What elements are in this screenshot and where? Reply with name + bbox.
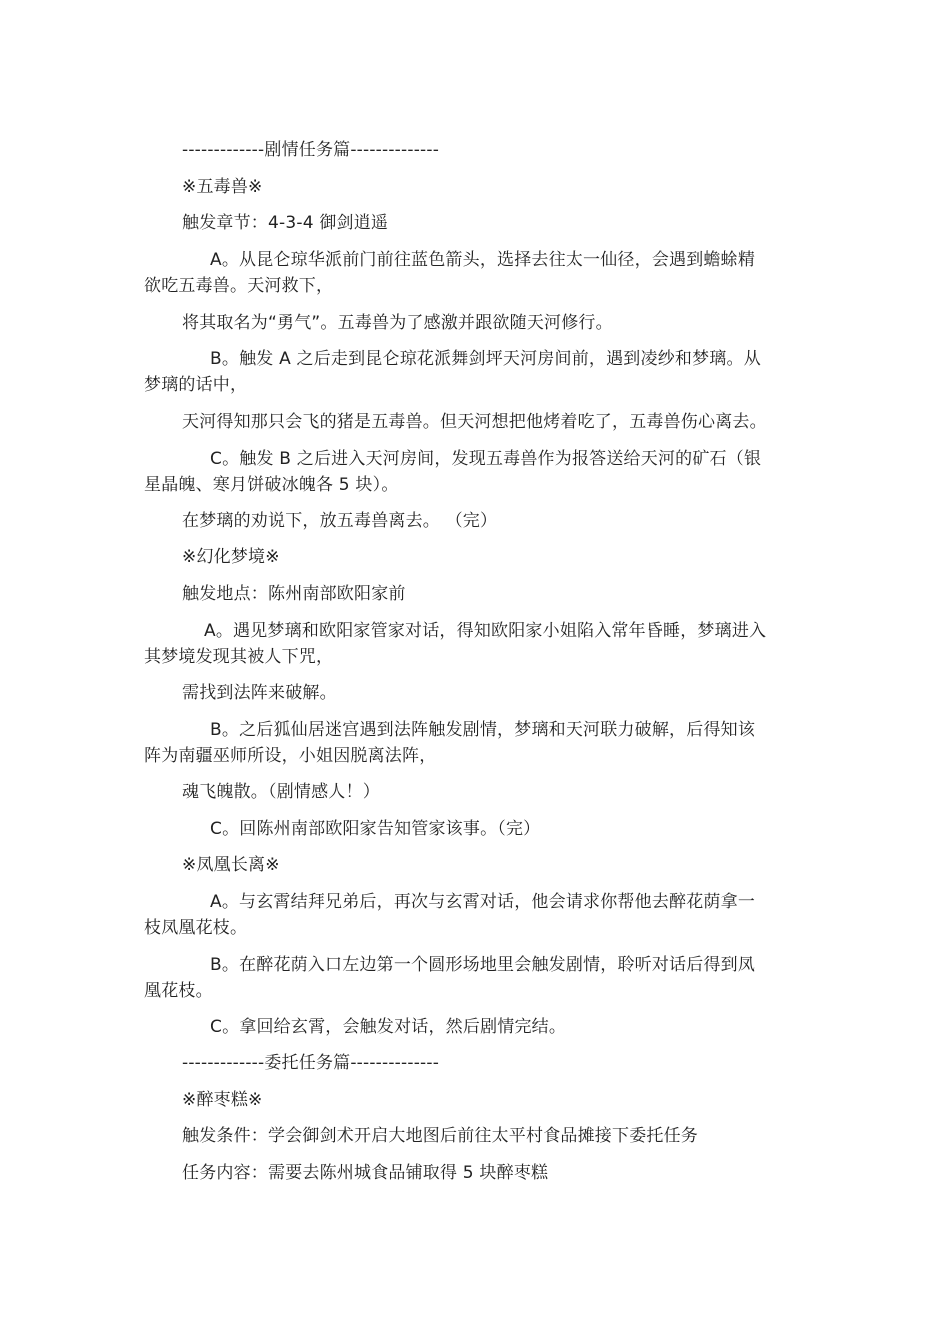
paragraph-line: 在梦璃的劝说下，放五毒兽离去。 （完） <box>182 511 498 531</box>
quest-title-zuizaogao: ※醉枣糕※ <box>182 1090 263 1110</box>
step-a-continuation: 欲吃五毒兽。天河救下， <box>144 276 334 296</box>
trigger-chapter-line: 触发章节：4-3-4 御剑逍遥 <box>182 213 389 233</box>
section-header-plot-quests: -------------剧情任务篇-------------- <box>182 140 440 160</box>
step-c-line: C。回陈州南部欧阳家告知管家该事。（完） <box>210 819 541 839</box>
step-b-continuation: 阵为南疆巫师所设，小姐因脱离法阵， <box>144 746 437 766</box>
paragraph-line: 需找到法阵来破解。 <box>182 683 337 703</box>
step-a-line: A。从昆仑琼华派前门前往蓝色箭头，选择去往太一仙径，会遇到蟾蜍精 <box>210 250 756 270</box>
step-c-continuation: 星晶魄、寒月饼破冰魄各 5 块）。 <box>144 475 399 495</box>
step-b-line: B。在醉花荫入口左边第一个圆形场地里会触发剧情，聆听对话后得到凤 <box>210 955 756 975</box>
step-a-continuation: 其梦境发现其被人下咒， <box>144 647 334 667</box>
step-b-continuation: 梦璃的话中， <box>144 375 248 395</box>
step-b-line: B。触发 A 之后走到昆仑琼花派舞剑坪天河房间前，遇到凌纱和梦璃。从 <box>210 349 761 369</box>
step-c-line: C。触发 B 之后进入天河房间，发现五毒兽作为报答送给天河的矿石（银 <box>210 449 762 469</box>
section-header-commission-quests: -------------委托任务篇-------------- <box>182 1053 440 1073</box>
paragraph-line: 魂飞魄散。（剧情感人！） <box>182 782 380 802</box>
step-c-line: C。拿回给玄霄，会触发对话，然后剧情完结。 <box>210 1017 567 1037</box>
quest-content-line: 任务内容：需要去陈州城食品铺取得 5 块醉枣糕 <box>182 1163 549 1183</box>
trigger-location-line: 触发地点：陈州南部欧阳家前 <box>182 584 406 604</box>
quest-title-phoenix: ※凤凰长离※ <box>182 855 280 875</box>
quest-title-dream: ※幻化梦境※ <box>182 547 280 567</box>
step-b-continuation: 凰花枝。 <box>144 981 213 1001</box>
quest-title-wudushou: ※五毒兽※ <box>182 177 263 197</box>
paragraph-line: 将其取名为“勇气”。五毒兽为了感激并跟欲随天河修行。 <box>182 313 613 333</box>
paragraph-line: 天河得知那只会飞的猪是五毒兽。但天河想把他烤着吃了，五毒兽伤心离去。 <box>182 412 767 432</box>
step-a-line: A。遇见梦璃和欧阳家管家对话，得知欧阳家小姐陷入常年昏睡，梦璃进入 <box>204 621 767 641</box>
step-a-continuation: 枝凤凰花枝。 <box>144 918 248 938</box>
trigger-condition-line: 触发条件：学会御剑术开启大地图后前往太平村食品摊接下委托任务 <box>182 1126 698 1146</box>
step-b-line: B。之后狐仙居迷宫遇到法阵触发剧情，梦璃和天河联力破解，后得知该 <box>210 720 756 740</box>
step-a-line: A。与玄霄结拜兄弟后，再次与玄霄对话，他会请求你帮他去醉花荫拿一 <box>210 892 756 912</box>
